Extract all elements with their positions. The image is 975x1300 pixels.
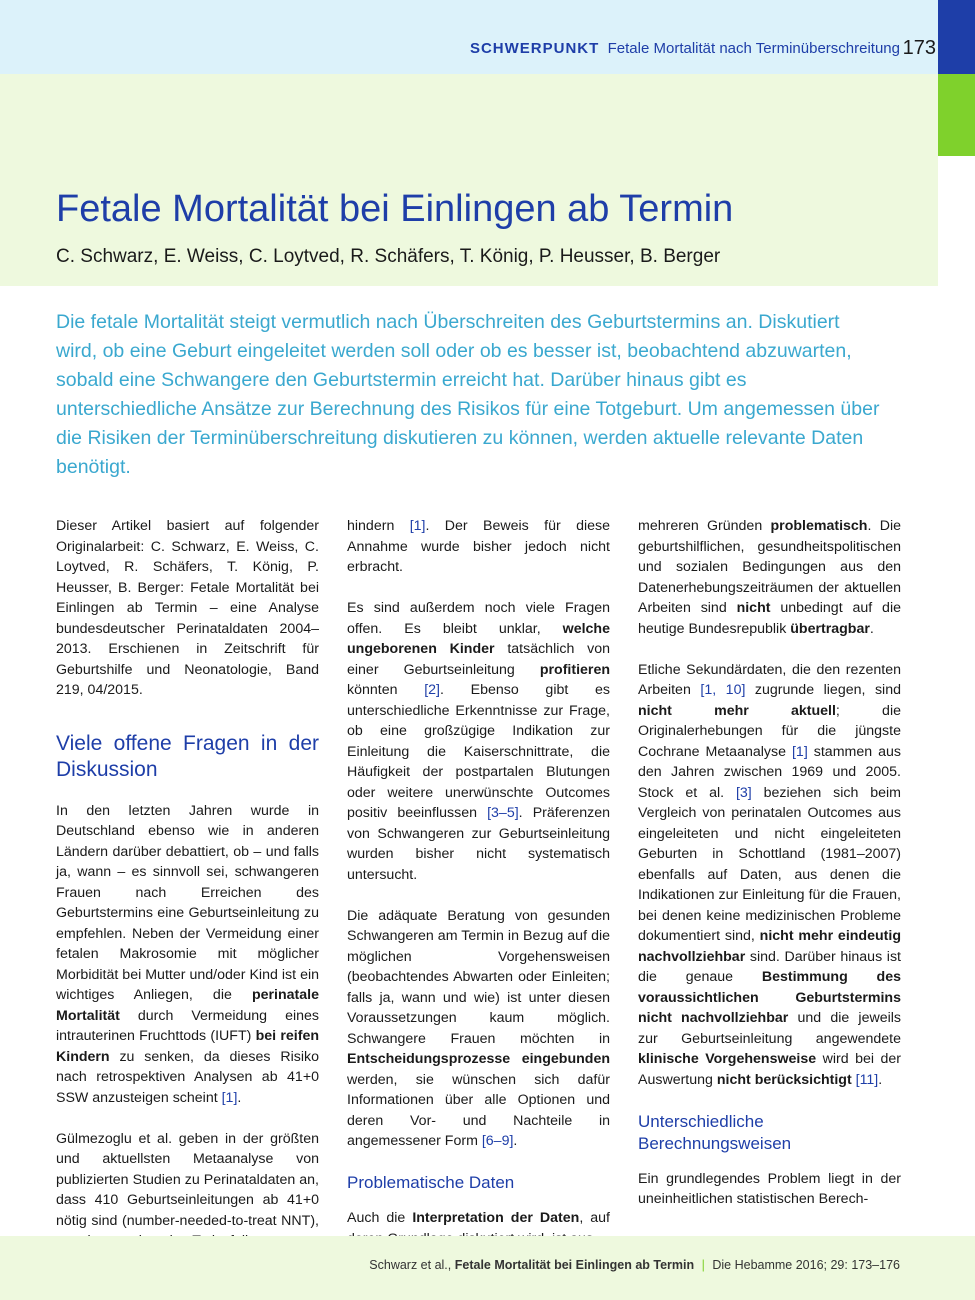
section-tab-blue: [938, 0, 975, 74]
footer-journal: Die Hebamme 2016; 29: 173–176: [712, 1258, 900, 1272]
citation-link[interactable]: [3–5]: [487, 805, 519, 821]
footer-separator: |: [701, 1258, 705, 1272]
footer-title: Fetale Mortalität bei Einlingen ab Termin: [454, 1258, 695, 1272]
citation-link[interactable]: [6–9]: [481, 1133, 514, 1149]
citation-link[interactable]: [3]: [735, 784, 752, 801]
citation-link[interactable]: [1]: [409, 518, 426, 534]
source-note: Dieser Artikel basiert auf folgender Originalarbeit: C. Schwarz, E. Weiss, C. Loytved, R. Schäfers, T. König, P. Heusser, B. Berger: Fetale Mortalität bei Einlingen ab Termin – eine Analyse bundesdeutscher Perinataldaten 2004–2013. Erschienen in Zeitschrift für Geburtshilfe und Neonatologie, Band 219, 04/2015.: [56, 518, 319, 698]
running-title: Fetale Mortalität nach Terminüberschreitung: [607, 40, 900, 57]
section-tab-green: [938, 74, 975, 156]
section-label: SCHWERPUNKT: [469, 40, 600, 57]
paragraph: Gülmezoglu et al. geben in der größten und aktuellsten Metaanalyse von publizierten Studien zu Perinataldaten an, dass 410 Geburtseinleitungen ab 41+0 nötig sind (number-needed-to-treat NNT),: [56, 1130, 319, 1229]
citation-link[interactable]: [11]: [855, 1071, 879, 1088]
paragraph: Etliche Sekundärdaten, die den rezenten Arbeiten [1, 10] zugrunde liegen, sind nicht mehr aktuell; die Originalerhebungen für die jüngste Cochrane Metaanalyse [1] stammen aus den Jahren zwischen 1969 und 2005. Stock et al. [3] beziehen sich beim Vergleich von perinatalen Outcomes aus eingeleiteten und nicht eingeleiteten Geburten in Schottland (1981–2007) ebenfalls auf Daten, aus denen die Indikationen zur Einleitung für die Frauen, bei denen keine medizinischen Probleme dokumentiert sind, nicht mehr eindeutig nachvollziehbar sind. Darüber hinaus ist die genaue Bestimmung des voraussichtlichen Geburtstermins nicht nachvollziehbar und die jeweils zur Geburtseinleitung angewendete klinische Vorgehensweise wird bei der Auswertung nicht berücksichtigt [11].: [638, 661, 902, 1088]
citation-link[interactable]: [1]: [791, 743, 808, 760]
running-header: [469, 37, 936, 59]
paragraph: mehreren Gründen problematisch. Die geburtshilflichen, gesundheitspolitischen und sozialen Bedingungen aus den Datenerhebungszeiträumen der aktuellen Arbeiten sind nicht unbedingt auf die heutige Bundesrepublik übertragbar.: [638, 518, 901, 637]
article-abstract: Die fetale Mortalität steigt vermutlich nach Überschreiten des Geburtstermins an. Diskutiert wird, ob eine Geburt eingeleitet werden soll oder ob es besser ist, beobachtend abzuwarten, sobald eine Schwangere den Geburtstermin erreicht hat. Darüber hinaus gibt es unterschiedliche Ansätze zur Berechnung des Risikos für eine Totgeburt. Um angemessen über die Risiken der Terminüberschreitung diskutieren zu können, werden aktuelle relevante Daten benötigt.: [56, 311, 880, 478]
column-1: [56, 516, 319, 1272]
paragraph: hindern [1]. Der Beweis für diese Annahme wurde bisher jedoch nicht erbracht.: [347, 518, 610, 575]
header-band: [0, 0, 938, 74]
paragraph: In den letzten Jahren wurde in Deutschland ebenso wie in anderen Ländern darüber debattiert, ob – und falls ja, wann – es sinnvoll sei, schwangeren Frauen nach Erreichen des Geburtstermins eine Geburtseinleitung zu empfehlen. Neben der Vermeidung einer fetalen Makrosomie mit möglicher Morbidität bei Mutter und/oder Kind ist ein wichtiges Anliegen, die perinatale Mortalität durch Vermeidung eines intrauterinen Fruchttods (IUFT) bei reifen Kindern zu senken, da dieses Risiko nach retrospektiven Analysen ab 41+0 SSW anzusteigen scheint [1].: [56, 802, 320, 1106]
paragraph: Die adäquate Beratung von gesunden Schwangeren am Termin in Bezug auf die möglichen Vorgehensweisen (beobachtendes Abwarten oder Einleiten; falls ja, wann und wie) ist unter diesen Voraussetzungen kaum möglich. Schwangere Frauen möchten in Entscheidungsprozesse eingebunden werden, sie wünschen sich dafür Informationen über alle Optionen und deren Vor- und Nachteile in angemessener Form [6–9].: [347, 907, 610, 1149]
citation-link[interactable]: [1]: [221, 1089, 238, 1106]
article-authors: C. Schwarz, E. Weiss, C. Loytved, R. Schäfers, T. König, P. Heusser, B. Berger: [56, 246, 721, 267]
paragraph: Auch die Interpretation der Daten, auf: [347, 1210, 610, 1226]
column-3: [638, 516, 901, 1230]
citation-link[interactable]: [2]: [424, 682, 440, 698]
footer-authors: Schwarz et al.,: [369, 1258, 452, 1272]
page-footer: [369, 1258, 900, 1272]
page-number: 173: [902, 37, 936, 59]
section-heading-2: Problematische Daten: [347, 1173, 515, 1192]
paragraph: Es sind außerdem noch viele Fragen offen. Es bleibt unklar, welche ungeborenen Kinder tatsächlich von einer Geburtseinleitung profitieren könnten [2]. Ebenso gibt es unterschiedliche Erkenntnisse zur Frage, ob eine großzügige Indikation zur Einleitung die Kaiserschnittrate, die Häufigkeit der postpartalen Blutungen oder weitere unerwünschte Outcomes positiv beeinflussen [3–5]. Präferenzen von Schwangeren zur Geburtseinleitung wurden bisher nicht systematisch untersucht.: [347, 600, 610, 883]
section-heading-3: Unterschiedliche Berechnungsweisen: [638, 1111, 792, 1153]
article-title: Fetale Mortalität bei Einlingen ab Termin: [56, 188, 734, 230]
column-2: [347, 516, 610, 1270]
section-heading-1: Viele offene Fragen in der Diskussion: [56, 731, 319, 781]
citation-link[interactable]: [1, 10]: [700, 682, 746, 698]
paragraph: Ein grundlegendes Problem liegt in der uneinheitlichen statistischen Berech-: [638, 1170, 901, 1207]
